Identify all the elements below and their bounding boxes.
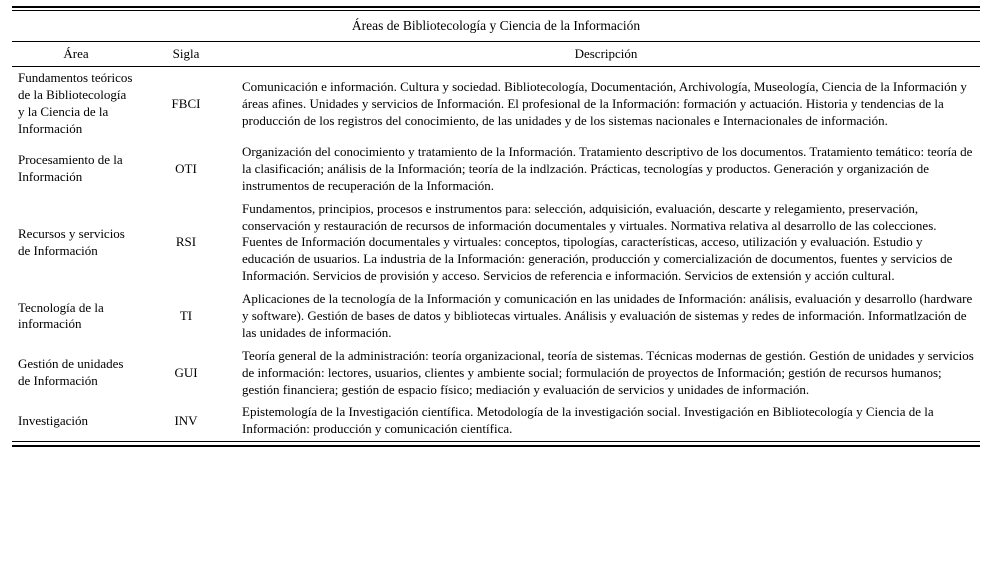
table-row (12, 288, 980, 345)
descripcion-cell: Teoría general de la administración: teoría organizacional, teoría de sistemas. Técnicas modernas de gestión. Gestión de unidades y servicios de información: lectores, usuarios, clientes y ambiente social; formulación de proyectos de Información; gestión de recursos humanos; gestión financiera; gestión de espacio físico; mediación y evaluación de servicios y unidades de información. (242, 347, 974, 397)
table-title-row (12, 11, 980, 42)
descripcion-cell: Epistemología de la Investigación científica. Metodología de la investigación social. Investigación en Bibliotecología y Ciencia de la Información: producción y comunicación científica. (232, 401, 980, 441)
descripcion-cell: Aplicaciones de la tecnología de la Información y comunicación en las unidades de Información: análisis, evaluación y desarrollo (hardware y software). Gestión de bases de datos y bibliotecas virtuales. Análisis y evaluación de sistemas y redes de información. Informatlzación de las unidades de información. (242, 291, 973, 340)
table-row (12, 198, 980, 288)
area-cell: Investigación (12, 401, 140, 441)
sigla-cell: OTI (175, 160, 197, 176)
table-header-row (12, 41, 980, 67)
areas-table (12, 10, 980, 442)
area-cell: Fundamentos teóricos de la Bibliotecología y la Ciencia de la Información (18, 70, 133, 137)
sigla-cell: TI (179, 308, 193, 324)
column-header-descripcion: Descripción (232, 41, 980, 67)
area-cell: Gestión de unidades de Información (18, 356, 124, 389)
table-title: Áreas de Bibliotecología y Ciencia de la Información (12, 11, 980, 42)
sigla-cell: INV (140, 401, 232, 441)
descripcion-cell: Organización del conocimiento y tratamiento de la Información. Tratamiento descriptivo de los documentos. Tratamiento temático: teoría de la clasificación; análisis de la Información; teoría de la indlzación. Prácticas, tecnologías y productos. Generación y organización de instrumentos de recuperación de la Información. (242, 144, 973, 193)
areas-table-container (12, 6, 980, 447)
area-cell: Procesamiento de la Información (18, 152, 123, 185)
sigla-cell: RSI (175, 234, 197, 250)
sigla-cell: GUI (174, 364, 198, 380)
column-header-sigla: Sigla (140, 41, 232, 67)
table-row (12, 401, 980, 441)
area-cell: Tecnología de la información (18, 299, 104, 332)
descripcion-cell: Comunicación e información. Cultura y sociedad. Bibliotecología, Documentación, Archivología, Museología, Ciencia de la Información y áreas afines. Unidades y servicios de Información. El profesional de la Información: formación y actuación. Historia y tendencias de la producción de los registros del conocimiento, de las unidades y de los sistemas nacionales e Internacionales de información. (242, 78, 967, 128)
descripcion-cell: Fundamentos, principios, procesos e instrumentos para: selección, adquisición, evaluación, descarte y relegamiento, preservación, conservación y restauración de recursos de información documentales y virtuales. Normativa relativa al desarrollo de las colecciones. Fuentes de Información documentales y virtuales: conceptos, tipologías, características, acceso, utilización y evaluación. Estudio y educación de usuarios. La industria de la Información: generación, producción y comercialización de documentos, fuentes y servicios de Información. Servicios de provisión y acceso. Servicios de referencia e información. Servicios de extensión y acción cultural. (242, 200, 953, 284)
column-header-area: Área (12, 41, 140, 67)
table-row (12, 67, 980, 141)
table-row (12, 141, 980, 198)
area-cell: Recursos y servicios de Información (18, 226, 125, 258)
table-row (12, 345, 980, 402)
sigla-cell: FBCI (171, 95, 201, 111)
